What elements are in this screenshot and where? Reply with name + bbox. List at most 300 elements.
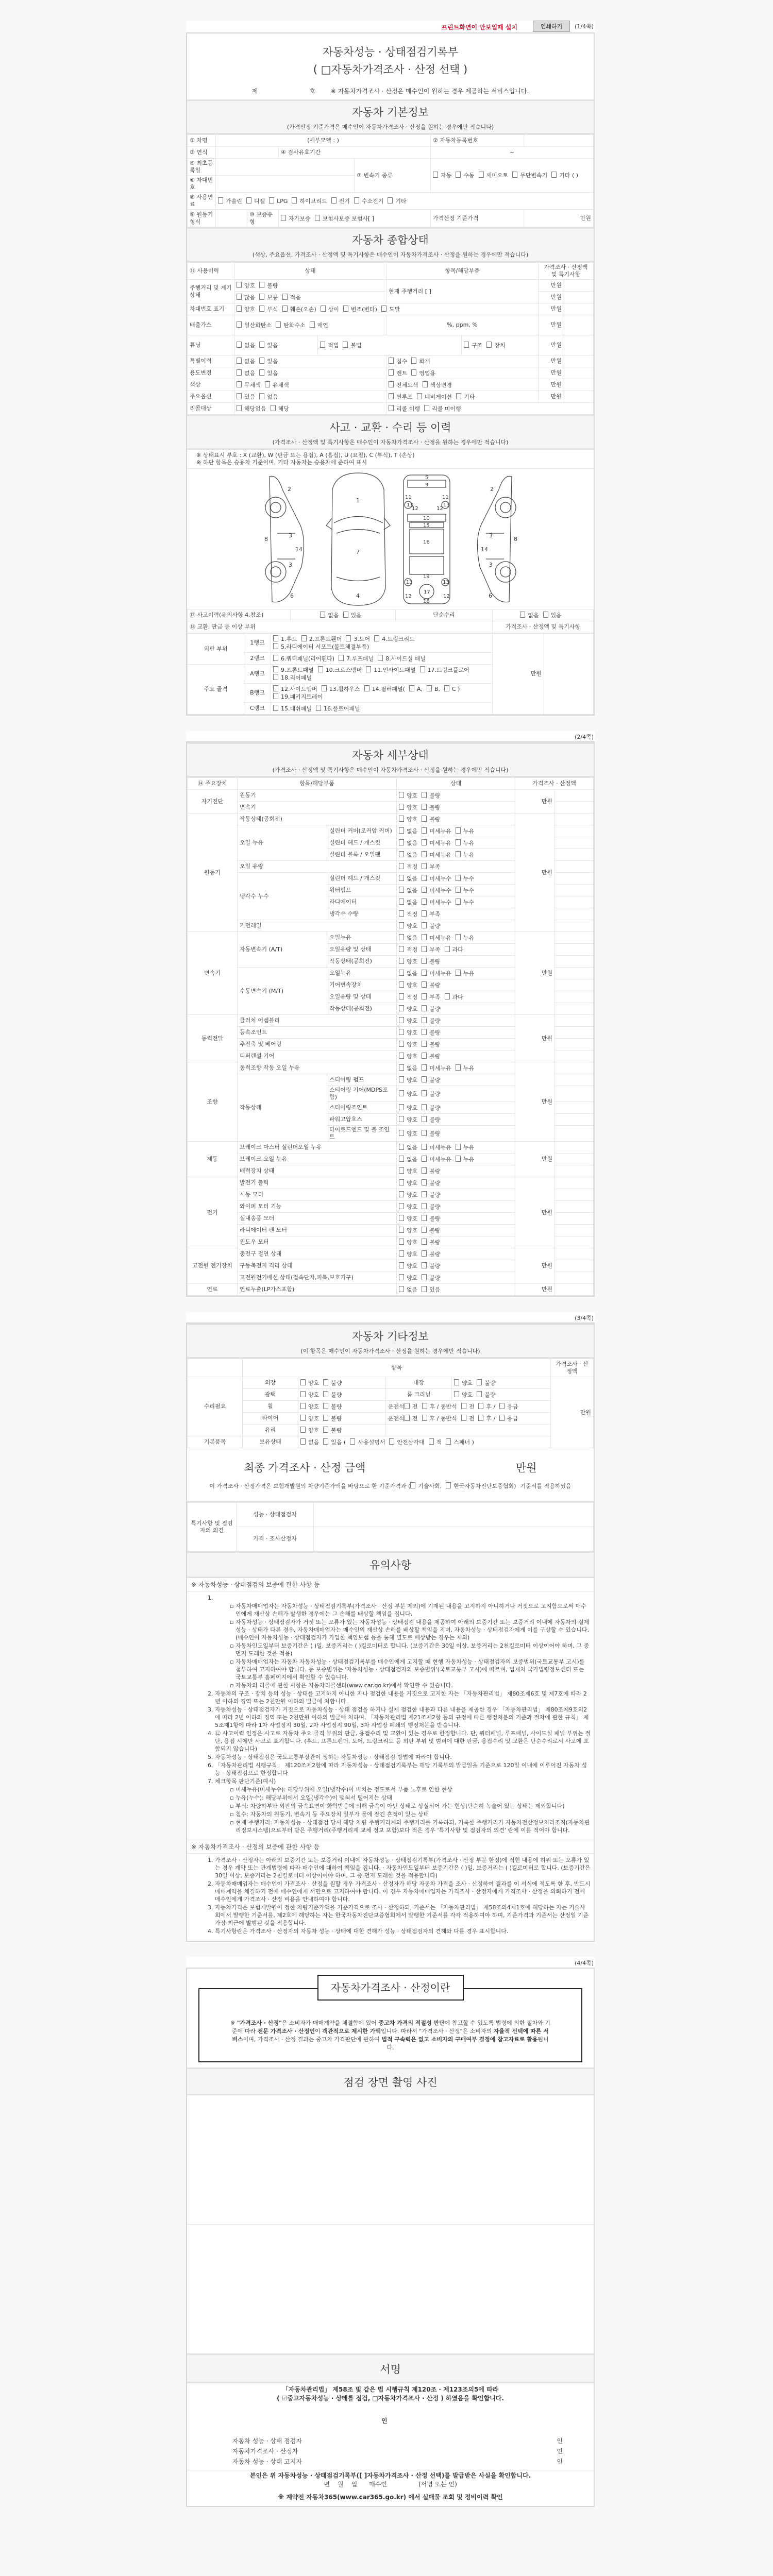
checkbox[interactable] (282, 294, 288, 300)
checkbox-option[interactable] (456, 851, 474, 859)
checkbox-option[interactable] (399, 1029, 417, 1037)
price-note[interactable] (555, 814, 594, 825)
checkbox[interactable] (422, 1053, 427, 1059)
checkbox[interactable] (422, 1076, 427, 1082)
checkbox-option[interactable] (389, 393, 413, 401)
checkbox[interactable] (399, 1227, 404, 1233)
checkbox[interactable] (331, 197, 337, 204)
checkbox-option[interactable] (422, 1250, 440, 1258)
price-note[interactable] (555, 956, 594, 968)
checkbox-option[interactable] (422, 1239, 440, 1246)
checkbox[interactable] (456, 393, 461, 399)
checkbox-option[interactable] (259, 282, 278, 290)
checkbox-option[interactable] (422, 1090, 440, 1098)
checkbox-option[interactable] (399, 958, 417, 965)
checkbox-option[interactable] (259, 306, 278, 313)
price-note[interactable] (555, 896, 594, 908)
checkbox[interactable] (422, 1005, 427, 1011)
checkbox-option[interactable] (422, 875, 451, 883)
checkbox-option[interactable] (422, 851, 451, 859)
checkbox[interactable] (323, 1427, 328, 1433)
checkbox-option[interactable] (301, 635, 342, 643)
checkbox[interactable] (433, 172, 438, 178)
checkbox[interactable] (422, 1156, 427, 1162)
checkbox[interactable] (273, 655, 278, 661)
checkbox-option[interactable] (422, 1029, 440, 1037)
checkbox-option[interactable] (316, 705, 360, 713)
checkbox-option[interactable] (399, 1239, 417, 1246)
price-note[interactable] (555, 1213, 594, 1225)
checkbox-option[interactable] (486, 342, 505, 349)
checkbox[interactable] (422, 899, 427, 905)
checkbox[interactable] (237, 321, 242, 328)
checkbox[interactable] (410, 1482, 415, 1488)
checkbox[interactable] (399, 934, 404, 940)
checkbox[interactable] (399, 1250, 404, 1257)
checkbox-option[interactable] (399, 875, 417, 883)
checkbox-option[interactable] (410, 1482, 442, 1490)
checkbox-option[interactable] (399, 1250, 417, 1258)
checkbox[interactable] (259, 306, 264, 312)
checkbox[interactable] (446, 1438, 451, 1445)
checkbox-option[interactable] (331, 197, 350, 205)
checkbox[interactable] (456, 970, 461, 976)
price-note[interactable] (555, 873, 594, 885)
checkbox-option[interactable] (237, 358, 255, 365)
price-note[interactable] (555, 1165, 594, 1177)
checkbox[interactable] (399, 1239, 404, 1245)
checkbox[interactable] (409, 685, 414, 691)
checkbox[interactable] (237, 306, 242, 312)
checkbox[interactable] (323, 1379, 328, 1385)
checkbox[interactable] (399, 1156, 404, 1162)
checkbox[interactable] (417, 393, 422, 399)
checkbox-option[interactable] (300, 1379, 319, 1387)
checkbox[interactable] (399, 1167, 404, 1174)
signer-seal[interactable]: 인 (557, 2448, 563, 2455)
checkbox-option[interactable] (422, 887, 451, 894)
checkbox-option[interactable] (456, 970, 474, 977)
price-note[interactable] (555, 825, 594, 837)
checkbox[interactable] (399, 1130, 404, 1136)
checkbox-option[interactable] (399, 1262, 417, 1270)
checkbox-option[interactable] (422, 1076, 440, 1084)
checkbox[interactable] (399, 1053, 404, 1059)
checkbox[interactable] (411, 369, 416, 376)
checkbox[interactable] (477, 1391, 482, 1397)
checkbox-option[interactable] (456, 393, 475, 401)
checkbox-option[interactable] (237, 369, 255, 377)
checkbox-option[interactable] (422, 910, 440, 918)
checkbox[interactable] (422, 1179, 427, 1185)
checkbox[interactable] (321, 306, 326, 312)
checkbox-option[interactable] (422, 1144, 451, 1151)
checkbox[interactable] (399, 1191, 404, 1197)
checkbox-option[interactable] (399, 1179, 417, 1187)
checkbox-option[interactable] (378, 655, 426, 663)
checkbox-option[interactable] (282, 294, 301, 301)
checkbox-option[interactable] (422, 1286, 440, 1294)
checkbox[interactable] (422, 863, 427, 869)
checkbox-option[interactable] (339, 655, 374, 663)
checkbox-option[interactable] (399, 899, 417, 906)
checkbox[interactable] (424, 405, 429, 411)
checkbox-option[interactable] (422, 816, 440, 823)
checkbox[interactable] (300, 1391, 306, 1397)
checkbox[interactable] (422, 958, 427, 964)
checkbox-option[interactable] (422, 827, 451, 835)
checkbox-option[interactable] (456, 839, 474, 847)
checkbox-option[interactable] (399, 792, 417, 800)
checkbox-option[interactable] (499, 1415, 518, 1422)
checkbox-option[interactable] (273, 685, 317, 693)
price-note[interactable] (555, 802, 594, 814)
checkbox-option[interactable] (399, 816, 417, 823)
checkbox[interactable] (411, 358, 416, 364)
checkbox-option[interactable] (320, 342, 339, 349)
checkbox-option[interactable] (422, 792, 440, 800)
price-note[interactable] (564, 315, 594, 335)
checkbox[interactable] (399, 792, 404, 798)
checkbox-option[interactable] (237, 405, 266, 413)
price-note[interactable] (564, 391, 594, 403)
checkbox[interactable] (422, 1029, 427, 1035)
checkbox[interactable] (343, 342, 348, 348)
checkbox-option[interactable] (456, 1144, 474, 1151)
checkbox-option[interactable] (276, 321, 306, 329)
checkbox-option[interactable] (422, 1179, 440, 1187)
price-note[interactable] (555, 968, 594, 979)
checkbox[interactable] (399, 1076, 404, 1082)
price-note[interactable] (555, 861, 594, 873)
checkbox[interactable] (273, 705, 278, 711)
checkbox[interactable] (300, 1415, 306, 1421)
checkbox[interactable] (456, 1156, 461, 1162)
checkbox-option[interactable] (259, 342, 278, 349)
checkbox-option[interactable] (446, 1438, 474, 1446)
signer-seal[interactable]: 인 (557, 2437, 563, 2445)
checkbox-option[interactable] (321, 306, 339, 313)
checkbox[interactable] (422, 1191, 427, 1197)
checkbox-option[interactable] (259, 393, 278, 401)
price-note[interactable] (564, 355, 594, 367)
checkbox-option[interactable] (237, 294, 255, 301)
checkbox[interactable] (479, 172, 484, 178)
price-note[interactable] (564, 280, 594, 292)
price-note[interactable] (555, 944, 594, 956)
checkbox-option[interactable] (411, 369, 435, 377)
checkbox-option[interactable] (318, 666, 362, 674)
checkbox-option[interactable] (420, 666, 469, 674)
checkbox-option[interactable] (422, 1403, 457, 1411)
checkbox-option[interactable] (520, 612, 539, 619)
checkbox[interactable] (273, 666, 278, 672)
checkbox-option[interactable] (322, 685, 360, 693)
price-note[interactable] (555, 1086, 594, 1102)
checkbox-option[interactable] (422, 958, 440, 965)
checkbox-option[interactable] (237, 393, 255, 401)
checkbox-option[interactable] (315, 215, 375, 223)
checkbox-option[interactable] (273, 693, 323, 701)
price-note[interactable] (564, 292, 594, 303)
checkbox[interactable] (399, 1179, 404, 1185)
car365-footer[interactable]: ※ 계약전 자동차365(www.car365.go.kr) 에서 실매물 조회 및 정비이력 확인 (278, 2494, 503, 2501)
checkbox-option[interactable] (323, 1415, 342, 1422)
checkbox[interactable] (422, 839, 427, 845)
checkbox-option[interactable] (422, 1041, 440, 1048)
checkbox-option[interactable] (446, 1482, 516, 1490)
checkbox-option[interactable] (422, 1064, 451, 1072)
checkbox-option[interactable] (477, 1379, 495, 1387)
price-note[interactable] (555, 908, 594, 920)
checkbox[interactable] (323, 1415, 328, 1421)
engine-value[interactable] (216, 210, 247, 227)
checkbox-option[interactable] (399, 1076, 417, 1084)
price-note[interactable] (555, 1272, 594, 1284)
checkbox-option[interactable] (399, 1286, 417, 1294)
checkbox[interactable] (444, 685, 449, 691)
checkbox[interactable] (422, 970, 427, 976)
checkbox-option[interactable] (422, 1203, 440, 1211)
checkbox[interactable] (422, 1227, 427, 1233)
reg-no-value[interactable] (524, 135, 594, 147)
checkbox-option[interactable] (237, 321, 272, 329)
checkbox-option[interactable] (405, 1415, 418, 1422)
checkbox[interactable] (323, 1403, 328, 1409)
checkbox-option[interactable] (464, 342, 482, 349)
price-note[interactable] (564, 379, 594, 391)
checkbox[interactable] (399, 1116, 404, 1122)
checkbox-option[interactable] (273, 635, 297, 643)
checkbox[interactable] (422, 1215, 427, 1221)
checkbox[interactable] (318, 666, 323, 672)
checkbox[interactable] (389, 381, 394, 387)
checkbox-option[interactable] (399, 1203, 417, 1211)
checkbox-option[interactable] (399, 922, 417, 930)
price-note[interactable] (555, 1284, 594, 1296)
checkbox[interactable] (456, 172, 461, 178)
checkbox-option[interactable] (323, 1403, 342, 1411)
checkbox[interactable] (399, 1041, 404, 1047)
checkbox[interactable] (399, 899, 404, 905)
checkbox[interactable] (464, 342, 469, 348)
checkbox-option[interactable] (422, 1130, 440, 1138)
checkbox-option[interactable] (422, 1104, 440, 1112)
checkbox-option[interactable] (512, 172, 547, 179)
checkbox[interactable] (389, 358, 394, 364)
checkbox-option[interactable] (399, 1215, 417, 1223)
price-note[interactable] (555, 920, 594, 932)
checkbox[interactable] (399, 1029, 404, 1035)
checkbox-option[interactable] (366, 666, 415, 674)
year-value[interactable] (216, 147, 279, 159)
checkbox[interactable] (422, 981, 427, 988)
checkbox[interactable] (422, 1415, 427, 1421)
checkbox-option[interactable] (323, 1438, 346, 1446)
car-name-value[interactable]: (세부모델 : ) (216, 135, 431, 147)
checkbox-option[interactable] (456, 1156, 474, 1163)
checkbox-option[interactable] (399, 1144, 417, 1151)
price-note[interactable] (555, 1003, 594, 1015)
checkbox[interactable] (399, 851, 404, 857)
checkbox-option[interactable] (409, 685, 423, 693)
checkbox[interactable] (456, 887, 461, 893)
checkbox[interactable] (292, 197, 297, 204)
checkbox-option[interactable] (300, 1403, 319, 1411)
checkbox[interactable] (399, 1274, 404, 1280)
price-note[interactable] (555, 837, 594, 849)
checkbox[interactable] (265, 381, 270, 387)
checkbox-option[interactable] (405, 1403, 418, 1411)
price-note[interactable] (555, 1248, 594, 1260)
checkbox[interactable] (478, 1415, 483, 1421)
checkbox[interactable] (273, 685, 278, 691)
checkbox[interactable] (422, 792, 427, 798)
checkbox[interactable] (246, 197, 251, 204)
checkbox-option[interactable] (282, 306, 316, 313)
checkbox[interactable] (237, 405, 242, 411)
checkbox[interactable] (551, 172, 557, 178)
checkbox-option[interactable] (389, 1438, 424, 1446)
price-note[interactable] (555, 1062, 594, 1074)
checkbox-option[interactable] (456, 1064, 474, 1072)
checkbox-option[interactable] (354, 197, 384, 205)
checkbox-option[interactable] (381, 306, 400, 313)
checkbox-option[interactable] (422, 804, 440, 811)
checkbox[interactable] (454, 1379, 459, 1385)
price-note[interactable] (555, 1114, 594, 1126)
checkbox[interactable] (512, 172, 517, 178)
checkbox[interactable] (422, 1144, 427, 1150)
checkbox[interactable] (399, 827, 404, 834)
checkbox-option[interactable] (259, 369, 278, 377)
checkbox[interactable] (445, 993, 450, 999)
checkbox-option[interactable] (320, 612, 339, 619)
checkbox-option[interactable] (422, 946, 440, 954)
checkbox-option[interactable] (422, 970, 451, 977)
checkbox[interactable] (343, 612, 348, 618)
print-button[interactable]: 인쇄하기 (533, 21, 570, 32)
checkbox-option[interactable] (456, 887, 474, 894)
checkbox-option[interactable] (399, 1191, 417, 1199)
checkbox[interactable] (259, 294, 264, 300)
checkbox[interactable] (354, 197, 359, 204)
checkbox[interactable] (399, 958, 404, 964)
checkbox-option[interactable] (399, 1064, 417, 1072)
price-note[interactable] (555, 1039, 594, 1050)
checkbox-option[interactable] (429, 1438, 442, 1446)
checkbox[interactable] (422, 1090, 427, 1096)
checkbox[interactable] (422, 887, 427, 893)
checkbox[interactable] (422, 1262, 427, 1268)
checkbox-option[interactable] (399, 1156, 417, 1163)
checkbox-option[interactable] (399, 851, 417, 859)
checkbox-option[interactable] (422, 1017, 440, 1025)
checkbox[interactable] (399, 1090, 404, 1096)
checkbox[interactable] (271, 405, 276, 411)
checkbox-option[interactable] (237, 342, 255, 349)
checkbox-option[interactable] (389, 405, 420, 413)
checkbox[interactable] (454, 1391, 459, 1397)
price-note[interactable] (555, 790, 594, 802)
checkbox[interactable] (399, 1144, 404, 1150)
checkbox[interactable] (423, 381, 428, 387)
checkbox[interactable] (320, 342, 325, 348)
checkbox-option[interactable] (323, 1391, 342, 1399)
checkbox-option[interactable] (259, 294, 278, 301)
checkbox[interactable] (478, 1403, 483, 1409)
checkbox[interactable] (399, 863, 404, 869)
checkbox[interactable] (259, 369, 264, 376)
checkbox-option[interactable] (424, 405, 461, 413)
checkbox[interactable] (282, 306, 288, 312)
price-note[interactable] (555, 979, 594, 991)
checkbox[interactable] (300, 1403, 306, 1409)
checkbox-option[interactable] (364, 685, 405, 693)
checkbox-option[interactable] (461, 1415, 475, 1422)
checkbox-option[interactable] (422, 1262, 440, 1270)
checkbox[interactable] (389, 393, 394, 399)
checkbox-option[interactable] (422, 981, 440, 989)
checkbox[interactable] (346, 635, 351, 641)
checkbox[interactable] (364, 685, 369, 691)
checkbox-option[interactable] (427, 685, 440, 693)
checkbox-option[interactable] (399, 804, 417, 811)
checkbox-option[interactable] (456, 875, 474, 883)
checkbox-option[interactable] (456, 899, 474, 906)
checkbox[interactable] (486, 342, 492, 348)
checkbox[interactable] (389, 369, 394, 376)
price-note[interactable] (555, 1236, 594, 1248)
appraiser-opinion[interactable] (314, 1527, 594, 1551)
checkbox-option[interactable] (399, 910, 417, 918)
price-note[interactable] (555, 1260, 594, 1272)
checkbox-option[interactable] (273, 643, 369, 651)
checkbox[interactable] (310, 321, 315, 328)
checkbox[interactable] (381, 306, 386, 312)
checkbox[interactable] (405, 1403, 410, 1409)
checkbox[interactable] (422, 934, 427, 940)
checkbox[interactable] (422, 922, 427, 928)
checkbox[interactable] (399, 922, 404, 928)
checkbox[interactable] (300, 1427, 306, 1433)
checkbox[interactable] (389, 1438, 394, 1445)
checkbox-option[interactable] (456, 934, 474, 942)
price-note[interactable] (555, 1126, 594, 1142)
checkbox-option[interactable] (300, 1391, 319, 1399)
checkbox[interactable] (399, 946, 404, 952)
checkbox[interactable] (339, 655, 344, 661)
checkbox[interactable] (374, 635, 379, 641)
checkbox[interactable] (237, 358, 242, 364)
checkbox-option[interactable] (237, 381, 261, 389)
checkbox[interactable] (422, 946, 427, 952)
checkbox-option[interactable] (399, 1005, 417, 1013)
checkbox[interactable] (399, 887, 404, 893)
price-note[interactable] (555, 1142, 594, 1154)
checkbox[interactable] (420, 666, 425, 672)
checkbox[interactable] (237, 282, 242, 288)
checkbox-option[interactable] (300, 1438, 319, 1446)
checkbox-option[interactable] (399, 1130, 417, 1138)
checkbox-option[interactable] (350, 1438, 385, 1446)
checkbox-option[interactable] (445, 946, 463, 954)
checkbox[interactable] (422, 1130, 427, 1136)
price-note[interactable] (555, 1074, 594, 1086)
checkbox[interactable] (273, 643, 278, 649)
inspector-opinion[interactable] (314, 1503, 594, 1527)
checkbox[interactable] (422, 1167, 427, 1174)
